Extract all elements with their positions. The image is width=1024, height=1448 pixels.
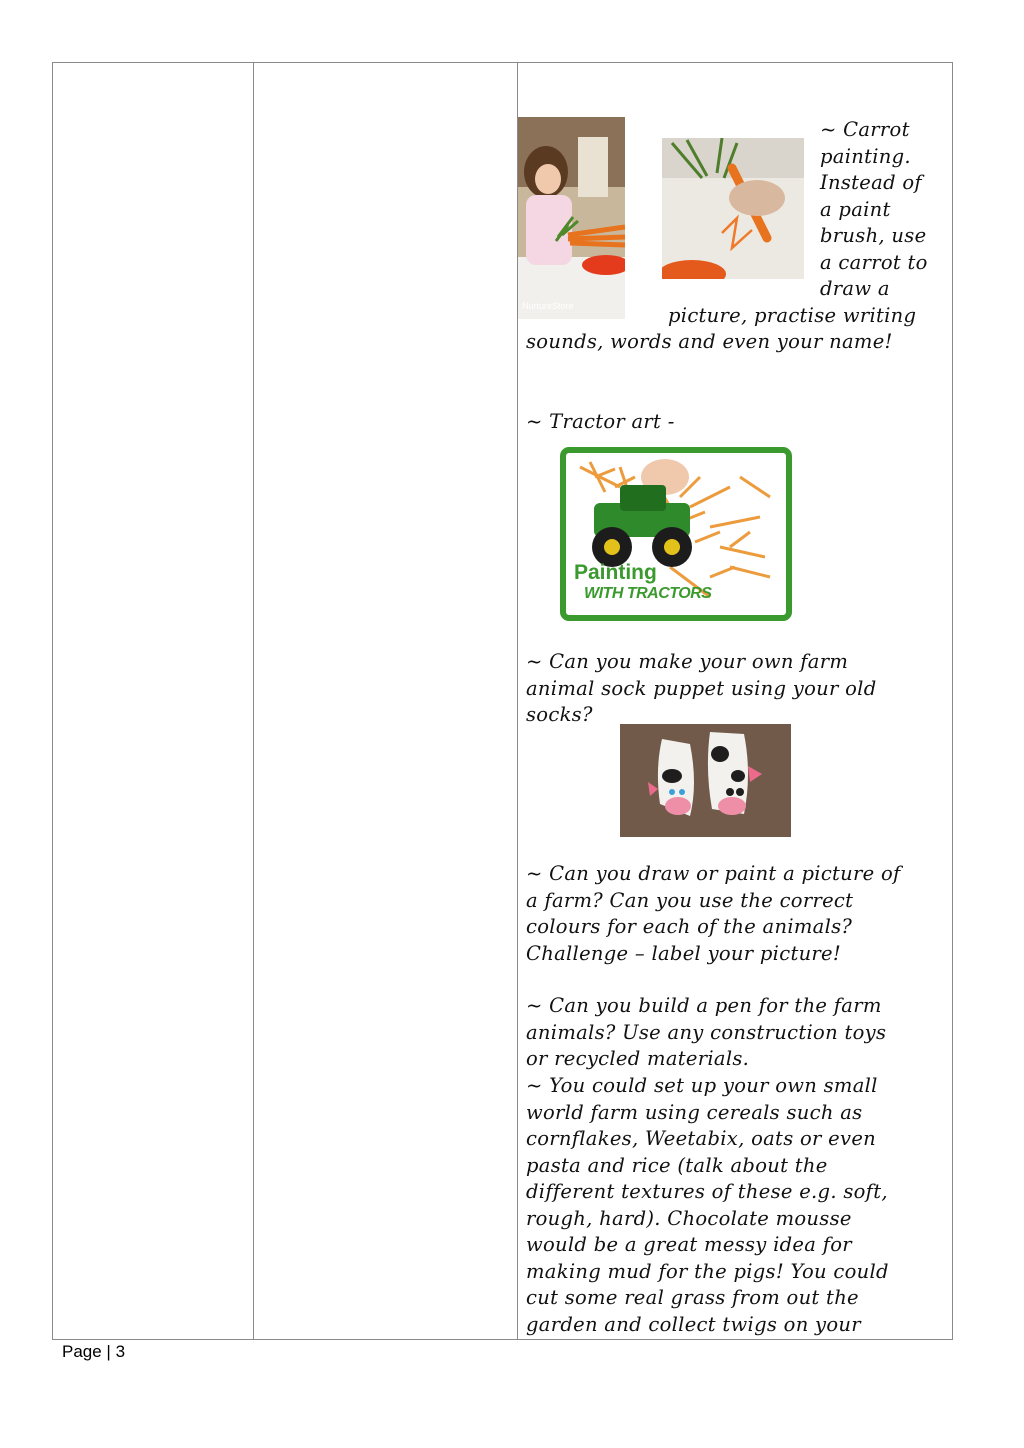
text-line: making mud for the pigs! You could — [526, 1259, 889, 1283]
carrot-painting-photo-closeup — [662, 138, 804, 279]
text-line: cut some real grass from out the — [526, 1286, 859, 1309]
tractor-painting-image — [560, 447, 792, 621]
text-line: cornflakes, Weetabix, oats or even — [526, 1127, 877, 1150]
text-line: animals? Use any construction toys — [526, 1020, 887, 1044]
text-line: or recycled materials. — [526, 1047, 750, 1070]
text-line: pasta and rice (talk about the — [526, 1153, 828, 1177]
text-line: a paint — [820, 197, 891, 221]
photo-watermark: NurtureStore — [522, 301, 574, 311]
text-line: animal sock puppet using your old — [526, 676, 877, 700]
text-line: painting. — [820, 144, 911, 168]
text-line: a carrot to — [820, 250, 928, 274]
sock-puppet-text — [526, 649, 952, 729]
activities-column — [518, 63, 954, 1341]
text-line: draw a — [820, 277, 890, 300]
text-line: would be a great messy idea for — [526, 1233, 852, 1256]
text-line: rough, hard). Chocolate mousse — [526, 1206, 852, 1230]
build-pen-text — [526, 993, 952, 1073]
text-line: different textures of these e.g. soft, — [526, 1180, 888, 1203]
carrot-painting-text-line8 — [668, 303, 952, 330]
carrot-painting-text-line9 — [526, 329, 952, 356]
draw-farm-text — [526, 861, 952, 967]
text-line: brush, use — [820, 224, 927, 247]
text-line: ~ Can you draw or paint a picture of — [526, 862, 901, 885]
text-line: ~ Carrot — [820, 118, 910, 141]
carrot-painting-text-top — [820, 117, 950, 303]
text-line: a farm? Can you use the correct — [526, 888, 854, 912]
text-line: Challenge – label your picture! — [526, 941, 842, 965]
text-line: socks? — [526, 703, 593, 726]
tractor-art-heading — [526, 409, 952, 436]
text-line: garden and collect twigs on your — [526, 1312, 861, 1336]
text-line: world farm using cereals such as — [526, 1100, 863, 1124]
carrot-painting-photo-girl — [518, 117, 625, 319]
column-divider-1 — [253, 63, 254, 1339]
sock-puppet-photo — [620, 724, 791, 837]
tractor-image-title-1: Painting — [574, 561, 657, 584]
text-line: colours for each of the animals? — [526, 915, 853, 938]
activities-table — [52, 62, 953, 1340]
text-line: Instead of — [820, 171, 922, 194]
small-world-farm-text — [526, 1073, 952, 1338]
page-number-footer: Page | 3 — [62, 1342, 126, 1361]
text-line: ~ Can you make your own farm — [526, 650, 849, 673]
text-line: sounds, words and even your name! — [526, 330, 893, 353]
text-line: ~ You could set up your own small — [526, 1074, 878, 1097]
text-line: ~ Tractor art - — [526, 410, 675, 433]
text-line: ~ Can you build a pen for the farm — [526, 994, 882, 1017]
tractor-image-title-2: WITH TRACTORS — [584, 585, 712, 602]
text-line: picture, practise writing — [668, 304, 917, 327]
